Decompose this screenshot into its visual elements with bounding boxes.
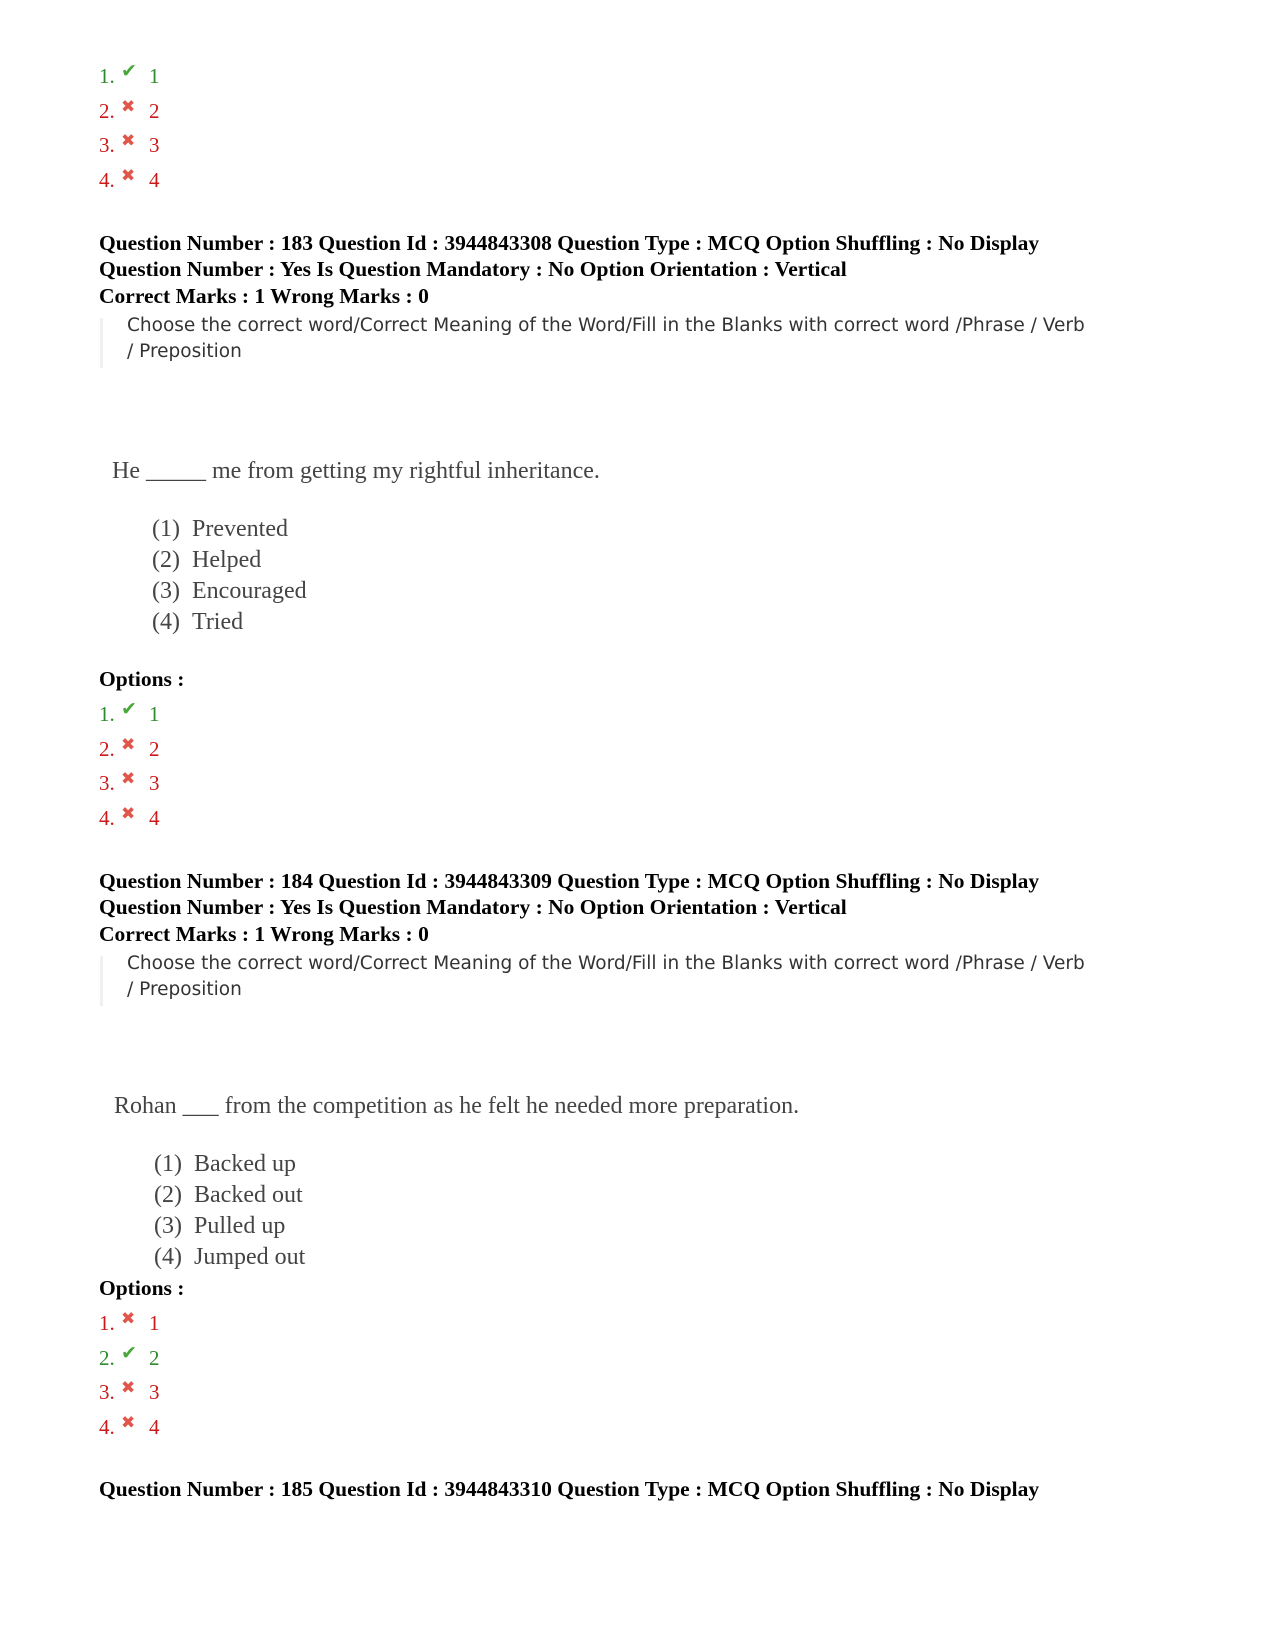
option-number: 1. bbox=[99, 64, 115, 88]
option-item bbox=[99, 1410, 160, 1445]
choice-number: (3) bbox=[154, 1213, 182, 1239]
choice-number: (2) bbox=[154, 1182, 182, 1208]
option-item bbox=[99, 59, 160, 94]
option-number: 1. bbox=[99, 1311, 115, 1335]
option-value: 2 bbox=[149, 736, 160, 761]
option-number: 2. bbox=[99, 1345, 115, 1370]
option-item bbox=[99, 697, 160, 732]
question-header bbox=[99, 1476, 1039, 1502]
choice-text: Backed out bbox=[194, 1182, 303, 1208]
choice-item bbox=[154, 1211, 305, 1242]
options-label: Options : bbox=[99, 667, 185, 691]
choice-item bbox=[154, 1180, 305, 1211]
option-item bbox=[99, 163, 160, 198]
cross-icon: ✖ bbox=[121, 96, 136, 117]
option-value: 3 bbox=[149, 771, 160, 795]
check-icon: ✔ bbox=[121, 698, 137, 720]
cross-icon: ✖ bbox=[121, 1378, 136, 1398]
option-item bbox=[99, 1341, 160, 1376]
option-list bbox=[99, 1306, 160, 1444]
choice-number: (1) bbox=[152, 516, 180, 542]
choice-list bbox=[152, 514, 307, 638]
option-number: 3. bbox=[99, 771, 115, 795]
option-item bbox=[99, 94, 160, 129]
option-list bbox=[99, 697, 160, 835]
option-item bbox=[99, 732, 160, 767]
check-icon: ✔ bbox=[121, 60, 137, 82]
cross-icon: ✖ bbox=[121, 1309, 136, 1329]
option-number: 4. bbox=[99, 805, 115, 830]
choice-number: (4) bbox=[152, 609, 180, 635]
choice-item bbox=[152, 607, 307, 638]
cross-icon: ✖ bbox=[121, 734, 136, 755]
option-number: 3. bbox=[99, 133, 115, 157]
cross-icon: ✖ bbox=[121, 131, 136, 151]
choice-text: Prevented bbox=[192, 516, 288, 542]
option-value: 2 bbox=[149, 98, 160, 123]
option-value: 1 bbox=[149, 64, 160, 88]
instruction-bar bbox=[100, 956, 103, 1006]
option-value: 4 bbox=[149, 805, 160, 830]
option-number: 3. bbox=[99, 1380, 115, 1404]
cross-icon: ✖ bbox=[121, 165, 136, 186]
choice-item bbox=[152, 514, 307, 545]
option-number: 4. bbox=[99, 167, 115, 192]
top-option-list bbox=[99, 59, 160, 197]
choice-number: (4) bbox=[154, 1244, 182, 1270]
choice-item bbox=[152, 545, 307, 576]
question-header-line1: Question Number : 184 Question Id : 3944843309 Question Type : MCQ Option Shuffling : No Display bbox=[99, 869, 1040, 893]
options-label: Options : bbox=[99, 1276, 185, 1300]
option-value: 3 bbox=[149, 133, 160, 157]
choice-text: Helped bbox=[192, 547, 262, 573]
cross-icon: ✖ bbox=[121, 1412, 136, 1433]
question-header-line2: Question Number : Yes Is Question Mandatory : No Option Orientation : Vertical bbox=[99, 895, 847, 919]
question-header bbox=[99, 868, 1039, 920]
option-value: 3 bbox=[149, 1380, 160, 1404]
choice-list bbox=[154, 1149, 305, 1273]
marks-line: Correct Marks : 1 Wrong Marks : 0 bbox=[99, 284, 429, 308]
instruction-text: Choose the correct word/Correct Meaning of the Word/Fill in the Blanks with correct word /Phrase / Verb / Preposition bbox=[127, 953, 1085, 1000]
choice-item bbox=[154, 1149, 305, 1180]
choice-text: Encouraged bbox=[192, 578, 307, 604]
option-value: 1 bbox=[149, 1311, 160, 1335]
option-number: 2. bbox=[99, 98, 115, 123]
choice-item bbox=[152, 576, 307, 607]
option-item bbox=[99, 766, 160, 801]
cross-icon: ✖ bbox=[121, 803, 136, 824]
choice-item bbox=[154, 1242, 305, 1273]
question-header bbox=[99, 230, 1039, 282]
option-number: 1. bbox=[99, 702, 115, 726]
instruction-text: Choose the correct word/Correct Meaning of the Word/Fill in the Blanks with correct word /Phrase / Verb / Preposition bbox=[127, 315, 1085, 362]
choice-text: Tried bbox=[192, 609, 244, 635]
choice-number: (3) bbox=[152, 578, 180, 604]
option-item bbox=[99, 1375, 160, 1410]
choice-number: (2) bbox=[152, 547, 180, 573]
choice-text: Jumped out bbox=[194, 1244, 306, 1270]
option-item bbox=[99, 801, 160, 836]
option-number: 2. bbox=[99, 736, 115, 761]
option-value: 4 bbox=[149, 167, 160, 192]
marks-line: Correct Marks : 1 Wrong Marks : 0 bbox=[99, 922, 429, 946]
choice-number: (1) bbox=[154, 1151, 182, 1177]
option-value: 2 bbox=[149, 1345, 160, 1370]
choice-text: Backed up bbox=[194, 1151, 296, 1177]
cross-icon: ✖ bbox=[121, 769, 136, 789]
question-text: Rohan ___ from the competition as he felt he needed more preparation. bbox=[114, 1093, 800, 1119]
question-header-line2: Question Number : Yes Is Question Mandatory : No Option Orientation : Vertical bbox=[99, 257, 847, 281]
option-number: 4. bbox=[99, 1414, 115, 1439]
option-value: 4 bbox=[149, 1414, 160, 1439]
question-header-line1: Question Number : 185 Question Id : 3944843310 Question Type : MCQ Option Shuffling : No Display bbox=[99, 1477, 1040, 1501]
choice-text: Pulled up bbox=[194, 1213, 286, 1239]
question-text: He _____ me from getting my rightful inheritance. bbox=[112, 458, 600, 484]
instruction-bar bbox=[100, 318, 103, 368]
question-header-line1: Question Number : 183 Question Id : 3944843308 Question Type : MCQ Option Shuffling : No Display bbox=[99, 231, 1040, 255]
check-icon: ✔ bbox=[121, 1341, 137, 1364]
option-value: 1 bbox=[149, 702, 160, 726]
option-item bbox=[99, 128, 160, 163]
